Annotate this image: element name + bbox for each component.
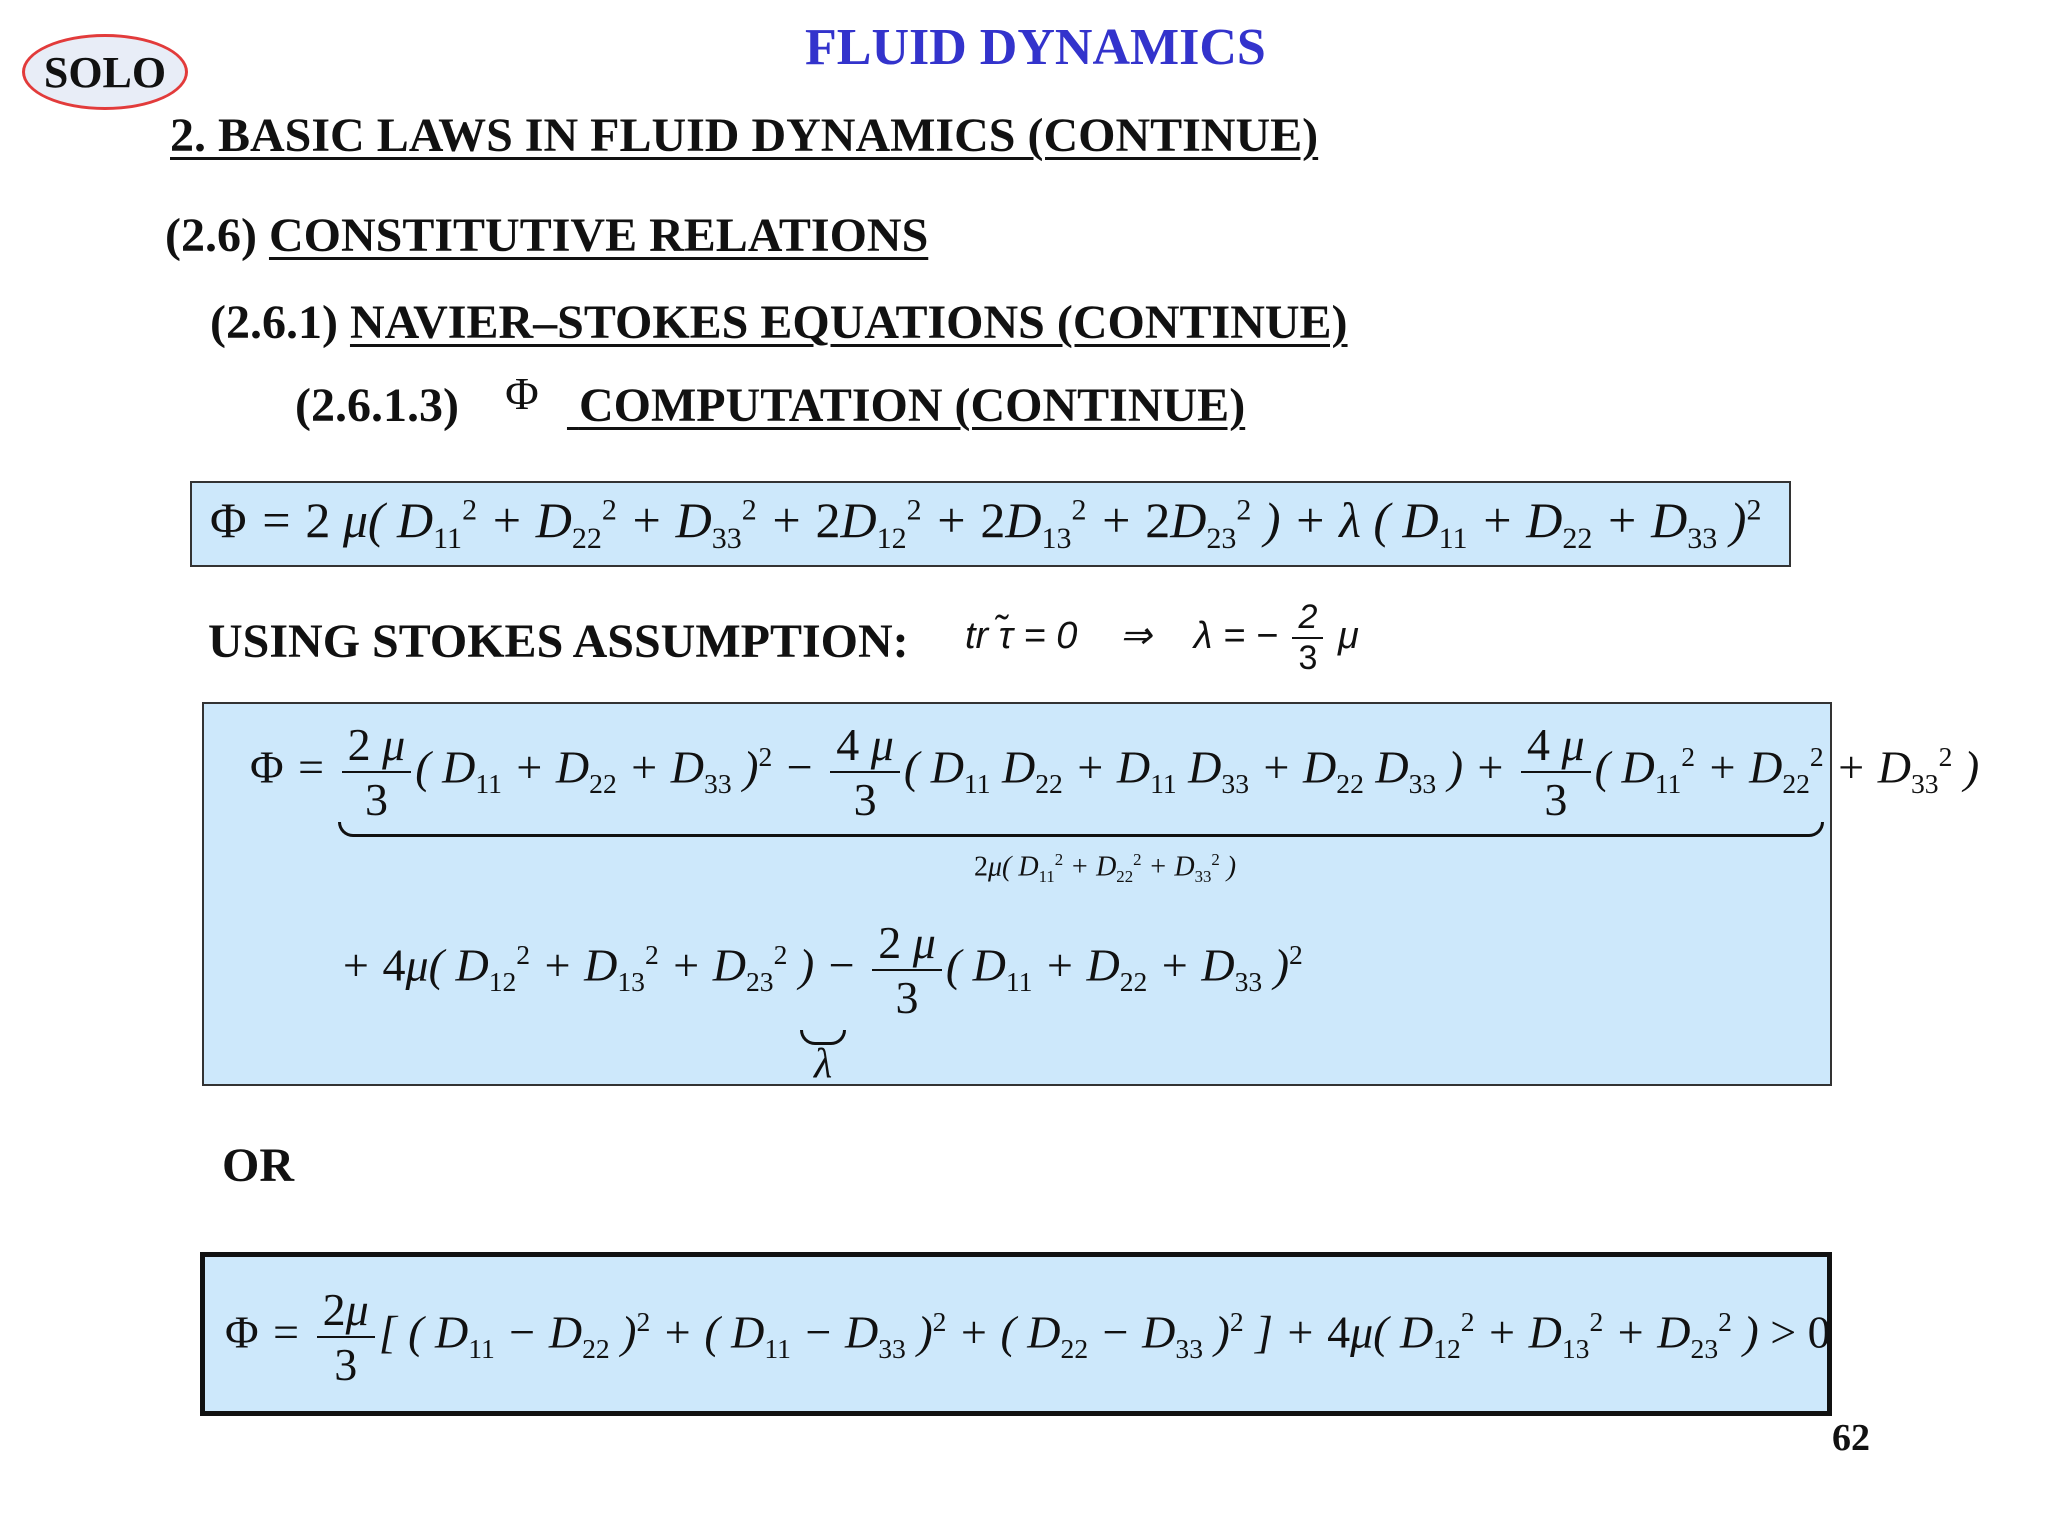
subsection-number: (2.6.1) bbox=[210, 296, 338, 349]
logo-text: SOLO bbox=[43, 47, 167, 97]
section-heading: 2. BASIC LAWS IN FLUID DYNAMICS (CONTINUE) bbox=[170, 109, 1319, 162]
lambda-label: λ bbox=[814, 1041, 833, 1087]
solo-logo bbox=[22, 34, 188, 110]
stokes-dissipation-box bbox=[202, 702, 1980, 1087]
brace-annotation: 2μ( $D_{11}^2 + D_{22}^2 + D_{33}^2$ ) bbox=[974, 850, 1237, 886]
subsection-heading-2-6 bbox=[165, 208, 928, 263]
subsection-heading-2-6-1 bbox=[210, 295, 1348, 350]
dissipation-equation-box bbox=[190, 481, 1791, 567]
dissipation-equation: Φ = 2 μ( $D_{11}^2 + D_{22}^2 + D_{33}^2 + 2D_{12}^2 + 2D_{13}^2 + 2D_{23}^2$ ) + λ ( $D_{11} + D_{22} + D_{33}$ )$^2$ bbox=[210, 492, 1762, 555]
stokes-assumption-label: USING STOKES ASSUMPTION: bbox=[208, 615, 909, 668]
phi-symbol: Φ bbox=[505, 368, 539, 419]
subsection-number: (2.6) bbox=[165, 209, 257, 262]
stokes-condition: tr τ̃ = 0 ⇒ λ = − $\frac{2}{3}$ μ bbox=[965, 598, 1359, 677]
stokes-equation-line2: + 4μ( $D_{12}^2 + D_{13}^2 + D_{23}^2$ ) − $\frac{2 \mu}{3}$ ( $D_{11} + D_{22} + D_{33}$ )$^2$ bbox=[340, 917, 1303, 1023]
underbrace bbox=[338, 822, 1824, 837]
stokes-equation-line1: Φ = $\frac{2 \mu}{3}$ ( $D_{11} + D_{22} + D_{33}$ )$^2$ − $\frac{4 \mu}{3}$ ( $D_{11}$ $D_{22} + D_{11}$ $D_{33} + D_{22}$ $D_{33}$ ) + $\frac{4 \mu}{3}$ ( $D_{11}^2 + D_{22}^2 + D_{33}^2$ ) bbox=[250, 719, 1980, 825]
or-label: OR bbox=[222, 1139, 294, 1192]
subsection-title: COMPUTATION (CONTINUE) bbox=[578, 379, 1246, 432]
subsection-heading-2-6-1-3 bbox=[295, 368, 1246, 433]
page-number: 62 bbox=[1832, 1417, 1870, 1459]
subsection-title: NAVIER–STOKES EQUATIONS (CONTINUE) bbox=[349, 296, 1348, 349]
final-dissipation-equation: Φ = $\frac{2\mu}{3}$ [ ( $D_{11} - D_{22}$ )$^2$ + ( $D_{11} - D_{33}$ )$^2$ + ( $D_{22} - D_{33}$ )$^2$ ] + 4μ( $D_{12}^2 + D_{13}^2 + D_{23}^2$ ) > 0 bbox=[225, 1284, 1831, 1390]
page-title: FLUID DYNAMICS bbox=[805, 19, 1266, 76]
subsection-number: (2.6.1.3) bbox=[295, 379, 459, 432]
subsection-title: CONSTITUTIVE RELATIONS bbox=[268, 209, 929, 262]
final-dissipation-box bbox=[200, 1252, 1832, 1416]
